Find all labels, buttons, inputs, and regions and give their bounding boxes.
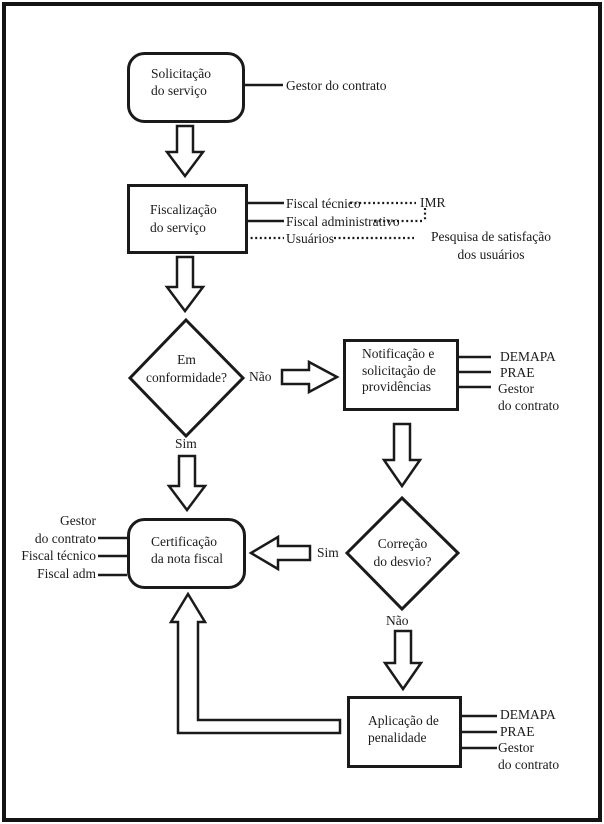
notificacao-node-label [362, 346, 436, 396]
correcao-label-line2: do desvio? [373, 553, 432, 569]
solicitacao-label-line2: do serviço [151, 83, 207, 98]
branch-nao-correcao-label: Não [386, 613, 409, 628]
notificacao-gestor-label [498, 381, 559, 414]
notificacao-gestor-line2: do contrato [498, 397, 560, 413]
branch-sim-conformidade-label: Sim [175, 436, 197, 451]
arrow-notificacao-to-correcao [384, 424, 420, 486]
certificacao-gestor-line2: do contrato [34, 531, 96, 546]
notificacao-demapa-label: DEMAPA [500, 349, 556, 364]
aplicacao-gestor-label [498, 740, 559, 773]
notificacao-label-line3: providências [362, 379, 431, 394]
pesquisa-label-line2: dos usuários [457, 246, 525, 262]
conformidade-diamond-label [130, 351, 243, 386]
solicitacao-label-line1: Solicitação [151, 66, 211, 81]
imr-label: IMR [420, 195, 446, 210]
branch-nao-conformidade-label: Não [249, 369, 272, 384]
certificacao-gestor-label [14, 512, 96, 548]
certificacao-gestor-line1: Gestor [60, 513, 96, 528]
arrow-nao-to-notificacao [282, 362, 337, 392]
arrow-fiscalizacao-to-conformidade [167, 257, 203, 311]
notificacao-prae-label: PRAE [500, 365, 535, 380]
aplicacao-prae-label: PRAE [500, 724, 535, 739]
certificacao-node-label [151, 533, 223, 567]
branch-sim-correcao-label: Sim [317, 545, 339, 560]
arrow-solicitacao-to-fiscalizacao [167, 126, 203, 176]
conformidade-label-line1: Em [177, 352, 196, 367]
correcao-diamond-label [347, 535, 458, 570]
aplicacao-label-line2: penalidade [368, 730, 427, 745]
arrow-aplicacao-to-certificacao-elbow [171, 594, 340, 733]
arrow-sim-to-certificacao [169, 456, 205, 510]
arrow-correcao-sim-to-certificacao [251, 537, 310, 569]
certificacao-fiscal-tecnico-label: Fiscal técnico [21, 548, 96, 563]
notificacao-label-line1: Notificação e [362, 346, 435, 361]
fiscalizacao-label-line2: do serviço [150, 219, 206, 235]
usuarios-label: Usuários [286, 231, 334, 246]
fiscal-tecnico-label: Fiscal técnico [286, 196, 361, 211]
solicitacao-node-label [151, 65, 211, 99]
correcao-label-line1: Correção [377, 536, 428, 551]
notificacao-label-line2: solicitação de [362, 362, 436, 378]
notificacao-gestor-line1: Gestor [498, 381, 534, 396]
certificacao-label-line1: Certificação [151, 534, 217, 549]
fiscalizacao-node-label [150, 201, 217, 236]
aplicacao-gestor-line1: Gestor [498, 740, 534, 755]
aplicacao-gestor-line2: do contrato [498, 756, 560, 772]
solicitacao-actor-label: Gestor do contrato [286, 78, 387, 93]
conformidade-label-line2: conformidade? [146, 369, 227, 385]
arrow-nao-to-aplicacao [385, 631, 421, 689]
certificacao-label-line2: da nota fiscal [151, 551, 223, 566]
fiscalizacao-label-line1: Fiscalização [150, 202, 217, 217]
aplicacao-node-label [368, 712, 439, 746]
aplicacao-label-line1: Aplicação de [368, 713, 439, 728]
pesquisa-satisfacao-label [416, 228, 566, 263]
aplicacao-demapa-label: DEMAPA [500, 707, 556, 722]
certificacao-fiscal-adm-label: Fiscal adm [37, 566, 96, 581]
pesquisa-label-line1: Pesquisa de satisfação [431, 229, 551, 244]
fiscal-administrativo-label: Fiscal administrativo [286, 214, 400, 229]
